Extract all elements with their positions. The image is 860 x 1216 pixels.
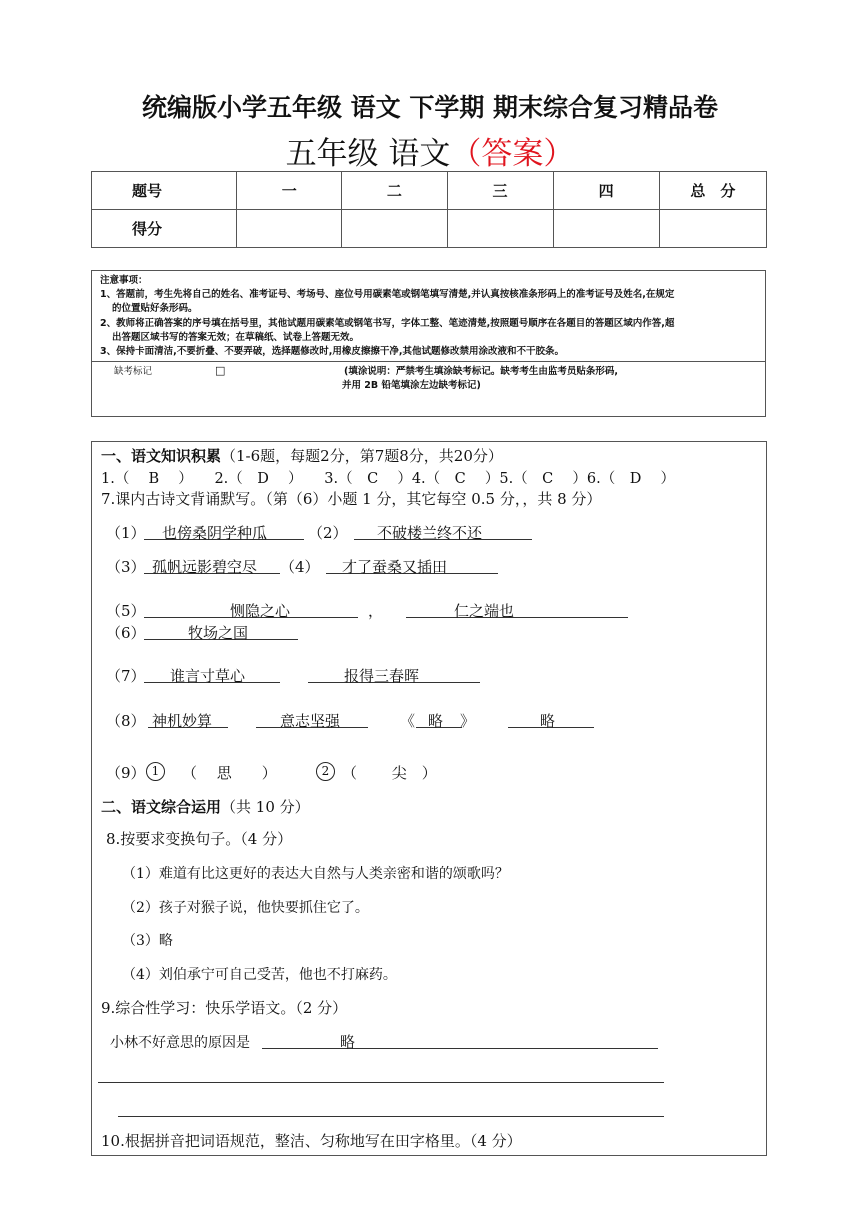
score-cell: 一 — [237, 172, 342, 210]
notice-box — [91, 270, 766, 417]
score-cell: 题号 — [92, 172, 237, 210]
answer-3[interactable]: 孤帆远影碧空尽 — [152, 558, 258, 576]
answer-7a[interactable]: 谁言寸草心 — [170, 667, 246, 685]
answer-num: （8） — [106, 712, 146, 730]
answer-6[interactable]: 牧场之国 — [188, 624, 249, 642]
answer-line — [118, 1116, 664, 1117]
score-input[interactable] — [237, 210, 342, 248]
answer-4[interactable]: 才了蚕桑又插田 — [342, 558, 448, 576]
answer-num: （7） — [106, 667, 146, 685]
answer-5a[interactable]: 恻隐之心 — [230, 602, 291, 620]
absent-label: 缺考标记 — [114, 366, 153, 377]
answer-line — [406, 617, 628, 618]
notice-item-1: 1、答题前，考生先将自己的姓名、准考证号、考场号、座位号用碳素笔或钢笔填写清楚,并认真按核准条形码上的准考证号及姓名,在规定 — [100, 289, 675, 300]
book-close: 》 — [460, 712, 476, 730]
subtitle-main: 五年级 语文 — [285, 136, 451, 172]
score-input[interactable] — [342, 210, 447, 248]
question-8: 8.按要求变换句子。（4 分） — [106, 830, 293, 848]
answer-8d[interactable]: 略 — [540, 712, 556, 730]
score-header-row — [92, 172, 767, 210]
score-table — [91, 171, 767, 248]
page-subtitle — [0, 128, 860, 173]
question-10: 10.根据拼音把词语规范，整洁、匀称地写在田字格里。（4 分） — [101, 1132, 522, 1150]
notice-title: 注意事项： — [100, 275, 148, 286]
answer-separator: ， — [368, 602, 384, 620]
q9-prompt: 小林不好意思的原因是 — [110, 1035, 250, 1051]
score-label: 得分 — [92, 210, 237, 248]
book-open: 《 — [400, 712, 416, 730]
notice-item-2: 2、教师将正确答案的序号填在括号里，其他试题用碳素笔或钢笔书写，字体工整、笔迹清楚,按照题号顺序在各题目的答题区域内作答,超 — [100, 318, 675, 329]
answer-num: （1） — [106, 524, 146, 542]
score-cell: 二 — [342, 172, 447, 210]
score-input[interactable] — [447, 210, 553, 248]
notice-item-3: 3、保持卡面清洁,不要折叠、不要弄破，选择题修改时,用橡皮擦擦干净,其他试题修改禁用涂改液和不干胶条。 — [100, 346, 564, 357]
question-9: 9.综合性学习：快乐学语文。（2 分） — [101, 999, 348, 1017]
score-cell: 总 分 — [659, 172, 766, 210]
score-input[interactable] — [659, 210, 766, 248]
notice-divider — [92, 361, 765, 362]
answer-num: （4） — [280, 558, 320, 576]
q8-answer-2: （2）孩子对猴子说，他快要抓住它了。 — [122, 900, 369, 916]
q9-answer[interactable]: 略 — [340, 1033, 356, 1051]
score-value-row — [92, 210, 767, 248]
q8-answer-4: （4）刘伯承宁可自己受苦，他也不打麻药。 — [122, 967, 397, 983]
section2-title — [101, 796, 310, 817]
notice-item-1-cont: 的位置贴好条形码。 — [112, 303, 198, 314]
answer-8b[interactable]: 意志坚强 — [280, 712, 341, 730]
answer-num: （5） — [106, 602, 146, 620]
answer-num: （9） — [106, 764, 146, 782]
score-input[interactable] — [553, 210, 659, 248]
answer-1[interactable]: 也傍桑阴学种瓜 — [162, 524, 268, 542]
answer-num: （6） — [106, 624, 146, 642]
absent-note-1: (填涂说明：严禁考生填涂缺考标记。缺考考生由监考员贴条形码, — [344, 366, 618, 377]
answer-8a[interactable]: 神机妙算 — [152, 712, 213, 730]
answer-2[interactable]: 不破楼兰终不还 — [377, 524, 483, 542]
score-cell: 三 — [447, 172, 553, 210]
answer-line — [262, 1048, 658, 1049]
choice-answers: 1.（ B ） 2.（ D ） 3.（ C ）4.（ C ）5.（ C ）6.（ D ） — [101, 471, 675, 487]
absent-note-2: 并用 2B 铅笔填涂左边缺考标记) — [342, 380, 481, 391]
score-cell: 四 — [553, 172, 659, 210]
answer-num: （3） — [106, 558, 146, 576]
page-title: 统编版小学五年级 语文 下学期 期末综合复习精品卷 — [141, 93, 719, 122]
notice-item-2-cont: 出答题区域书写的答案无效；在草稿纸、试卷上答题无效。 — [112, 332, 360, 343]
q8-answer-1: （1）难道有比这更好的表达大自然与人类亲密和谐的颂歌吗？ — [122, 866, 509, 882]
answer-num: （2） — [308, 524, 348, 542]
answer-area — [91, 441, 767, 1156]
section1-title — [101, 445, 503, 466]
circled-number-1: 1 — [146, 761, 165, 781]
answer-tag: （答案） — [450, 136, 575, 172]
circled-number-2: 2 — [316, 761, 335, 781]
section2-heading: 二、语文综合运用 — [101, 798, 222, 816]
absent-checkbox[interactable]: □ — [215, 364, 226, 377]
section1-note: （1-6题，每题2分，第7题8分，共20分） — [221, 447, 503, 465]
answer-8c[interactable]: 略 — [428, 712, 444, 730]
answer-5b[interactable]: 仁之端也 — [454, 602, 515, 620]
answer-7b[interactable]: 报得三春晖 — [344, 667, 420, 685]
section2-note: （共 10 分） — [221, 798, 310, 816]
answer-9b[interactable]: （ 尖 ） — [342, 764, 437, 782]
question-7: 7.课内古诗文背诵默写。（第（6）小题 1 分，其它每空 0.5 分，，共 8 分） — [101, 490, 602, 508]
section1-heading: 一、语文知识积累 — [101, 447, 222, 465]
answer-9a[interactable]: （ 思 ） — [182, 764, 277, 782]
answer-line — [98, 1082, 664, 1083]
q8-answer-3: （3）略 — [122, 933, 173, 949]
